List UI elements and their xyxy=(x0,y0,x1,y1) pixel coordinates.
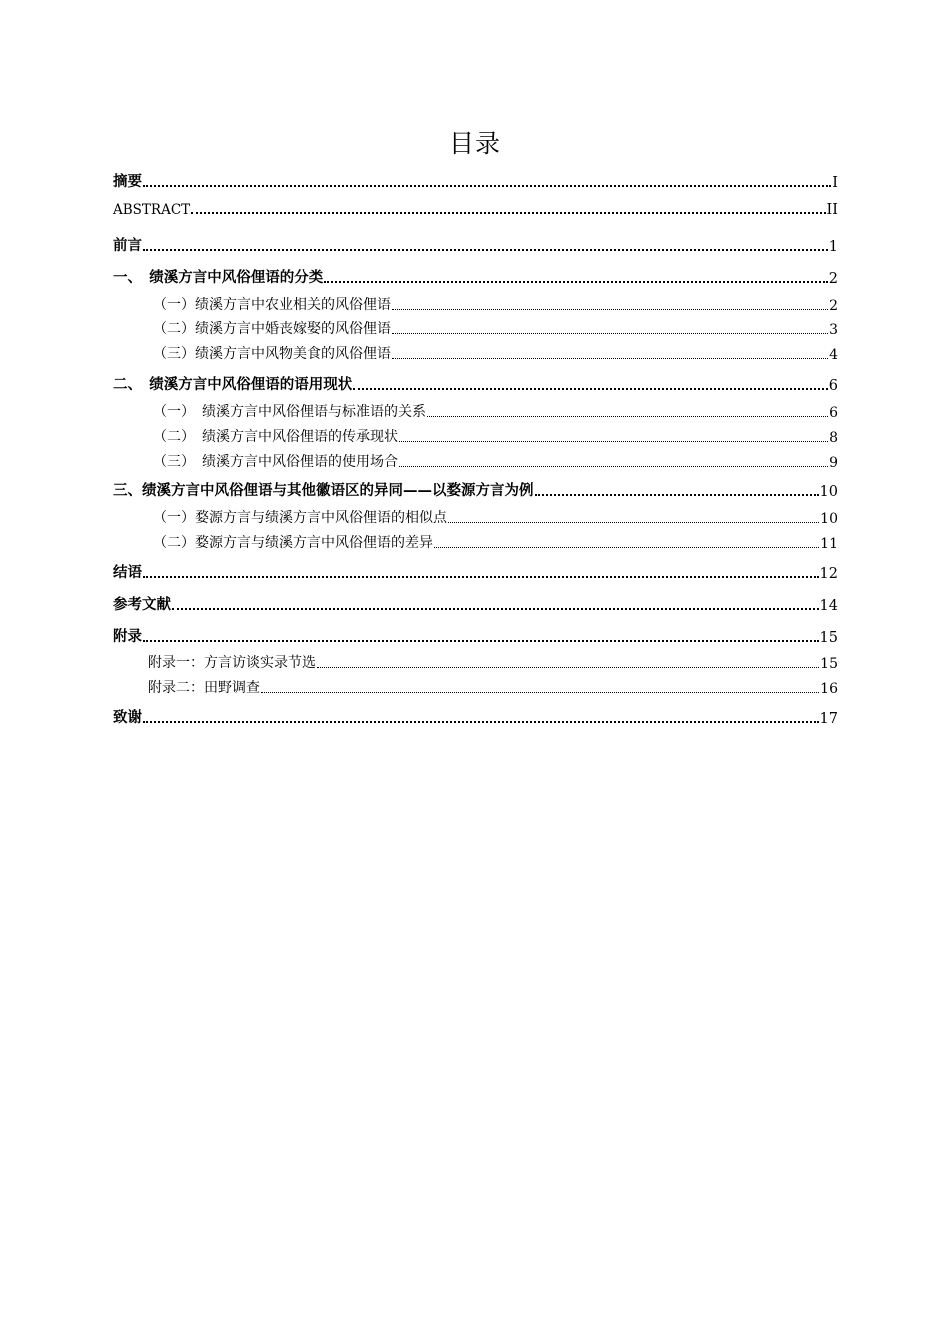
toc-entry-section-1-1[interactable] xyxy=(153,294,838,314)
toc-entry-page: 11 xyxy=(820,536,838,552)
toc-entry-page: 17 xyxy=(819,711,838,727)
dot-leader xyxy=(324,281,828,283)
toc-entry-preface[interactable] xyxy=(113,234,838,255)
toc-entry-page: 10 xyxy=(819,484,838,500)
dot-leader xyxy=(427,416,828,417)
toc-entry-page: 14 xyxy=(819,598,838,614)
toc-entry-label: 致谢 xyxy=(113,710,142,726)
toc-entry-chapter-2[interactable] xyxy=(113,373,838,394)
dot-leader xyxy=(353,388,828,390)
toc-entry-label: 附录一：方言访谈实录节选 xyxy=(148,655,316,671)
toc-entry-section-2-2[interactable] xyxy=(153,426,838,446)
toc-entry-chapter-1[interactable] xyxy=(113,266,838,287)
toc-entry-label: （二）婺源方言与绩溪方言中风俗俚语的差异 xyxy=(153,535,433,551)
toc-entry-page: 15 xyxy=(819,630,838,646)
toc-entry-label: （二） 绩溪方言中风俗俚语的传承现状 xyxy=(153,429,398,445)
toc-entry-page: I xyxy=(832,175,838,191)
toc-entry-label: （一）绩溪方言中农业相关的风俗俚语 xyxy=(153,297,391,313)
toc-entry-label: 二、 绩溪方言中风俗俚语的语用现状 xyxy=(113,377,353,393)
dot-leader xyxy=(172,608,819,610)
dot-leader xyxy=(317,667,819,668)
toc-entry-section-3-2[interactable] xyxy=(153,532,838,552)
toc-entry-page: 10 xyxy=(820,511,838,527)
toc-entry-label: （三）绩溪方言中风物美食的风俗俚语 xyxy=(153,346,391,362)
toc-entry-label: 一、 绩溪方言中风俗俚语的分类 xyxy=(113,270,324,286)
toc-entry-label: 参考文献 xyxy=(113,597,171,613)
toc-entry-page: 12 xyxy=(819,566,838,582)
toc-entry-page: 6 xyxy=(829,405,838,421)
dot-leader xyxy=(191,212,825,214)
toc-entry-label: （三） 绩溪方言中风俗俚语的使用场合 xyxy=(153,454,398,470)
toc-entry-label: 附录 xyxy=(113,629,142,645)
toc-entry-page: 6 xyxy=(828,378,838,394)
dot-leader xyxy=(143,721,819,723)
toc-entry-appendix-1[interactable] xyxy=(148,652,838,672)
dot-leader xyxy=(143,249,828,251)
dot-leader xyxy=(392,333,828,334)
toc-entry-conclusion[interactable] xyxy=(113,561,838,582)
dot-leader xyxy=(143,640,819,642)
toc-entry-page: 8 xyxy=(829,430,838,446)
dot-leader xyxy=(143,576,819,578)
toc-entry-label: （一）婺源方言与绩溪方言中风俗俚语的相似点 xyxy=(153,510,447,526)
dot-leader xyxy=(448,522,819,523)
toc-entry-section-1-2[interactable] xyxy=(153,318,838,338)
toc-entry-label: 前言 xyxy=(113,238,142,254)
toc-entry-page: 1 xyxy=(828,239,838,255)
toc-entry-page: 2 xyxy=(828,271,838,287)
toc-entry-label: 摘要 xyxy=(113,174,142,190)
dot-leader xyxy=(261,692,819,693)
toc-entry-page: 15 xyxy=(820,656,838,672)
toc-entry-label: 三、绩溪方言中风俗俚语与其他徽语区的异同——以婺源方言为例 xyxy=(113,483,534,499)
toc-entry-label: 结语 xyxy=(113,565,142,581)
toc-entry-section-2-1[interactable] xyxy=(153,401,838,421)
toc-entry-page: 9 xyxy=(829,455,838,471)
dot-leader xyxy=(399,466,828,467)
dot-leader xyxy=(535,494,819,496)
toc-entry-appendix-2[interactable] xyxy=(148,677,838,697)
dot-leader xyxy=(392,309,828,310)
toc-entry-section-3-1[interactable] xyxy=(153,507,838,527)
toc-entry-page: II xyxy=(826,202,838,218)
toc-entry-label: 附录二：田野调查 xyxy=(148,680,260,696)
toc-entry-abstract-en[interactable] xyxy=(113,202,838,218)
toc-entry-chapter-3[interactable] xyxy=(113,479,838,500)
toc-entry-acknowledgements[interactable] xyxy=(113,706,838,727)
toc-entry-references[interactable] xyxy=(113,593,838,614)
toc-entry-abstract-cn[interactable] xyxy=(113,170,838,191)
toc-entry-page: 16 xyxy=(820,681,838,697)
dot-leader xyxy=(143,185,831,187)
toc-entry-appendix[interactable] xyxy=(113,625,838,646)
toc-entry-label: （二）绩溪方言中婚丧嫁娶的风俗俚语 xyxy=(153,321,391,337)
dot-leader xyxy=(434,547,819,548)
dot-leader xyxy=(392,358,828,359)
toc-entry-section-1-3[interactable] xyxy=(153,343,838,363)
toc-entry-page: 3 xyxy=(829,322,838,338)
toc-entry-label: ABSTRACT xyxy=(113,202,191,218)
dot-leader xyxy=(399,441,828,442)
toc-entry-section-2-3[interactable] xyxy=(153,451,838,471)
toc-entry-page: 4 xyxy=(829,347,838,363)
toc-heading: 目录 xyxy=(448,129,501,158)
toc-entry-page: 2 xyxy=(829,298,838,314)
toc-entry-label: （一） 绩溪方言中风俗俚语与标准语的关系 xyxy=(153,404,426,420)
